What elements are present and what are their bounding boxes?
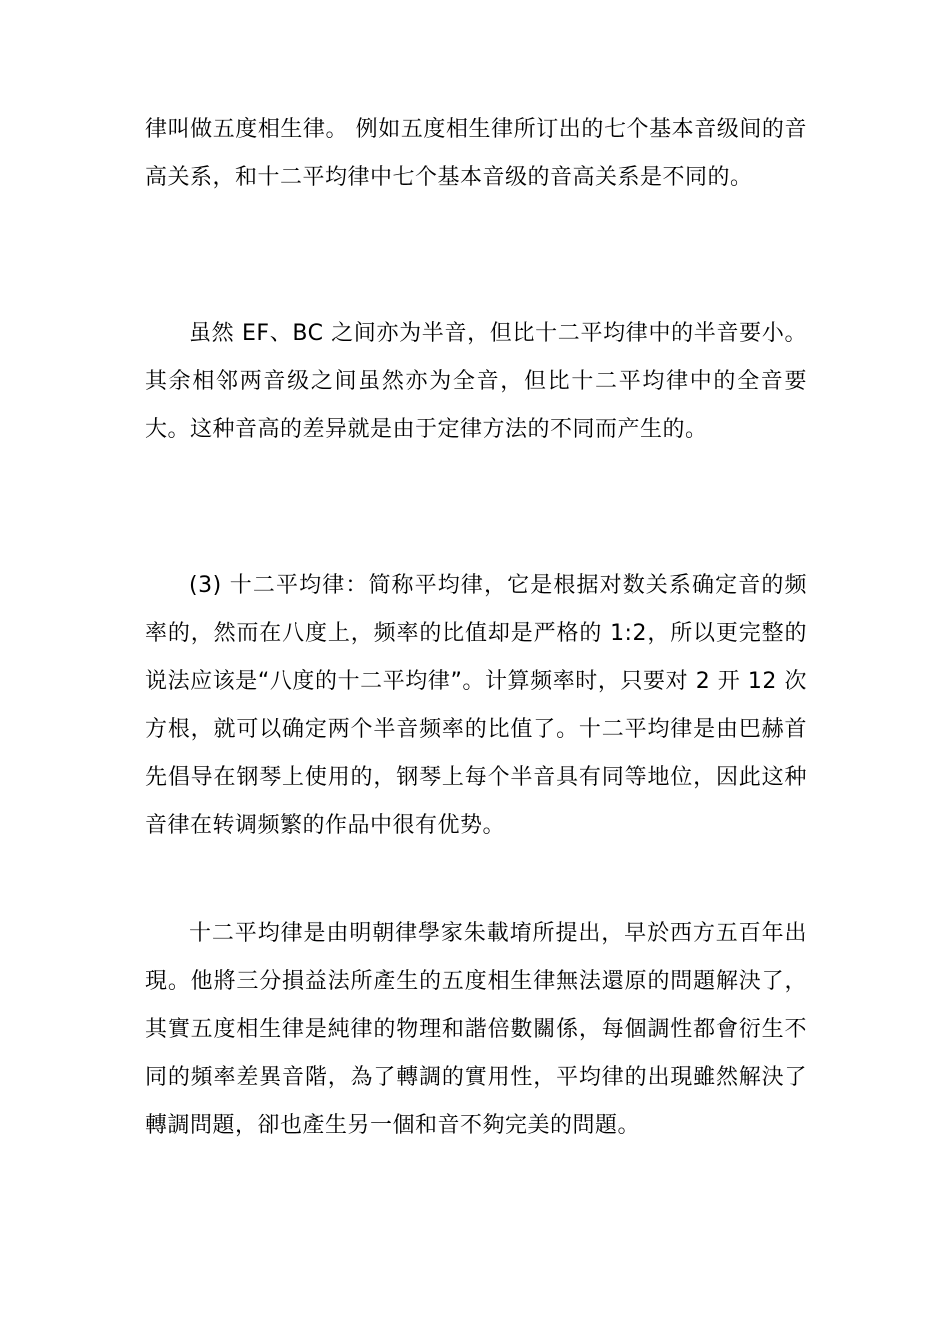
paragraph-zhu-zaiyu: 十二平均律是由明朝律學家朱載堉所提出，早於西方五百年出現。他將三分損益法所產生的五度相生律無法還原的問題解決了，其實五度相生律是純律的物理和諧倍數關係，每個調性都會衍生不同的頻率差異音階，為了轉調的實用性，平均律的出現雖然解決了轉調問題，卻也產生另一個和音不夠完美的問題。 (145, 921, 807, 1138)
paragraph-equal-temperament: (3) 十二平均律：简称平均律，它是根据对数关系确定音的频率的，然而在八度上，频率的比值却是严格的 1:2，所以更完整的说法应该是“八度的十二平均律”。计算频率时，只要对 2 开 12 次方根，就可以确定两个半音频率的比值了。十二平均律是由巴赫首先倡导在钢琴上使用的，钢琴上每个半音具有同等地位，因此这种音律在转调频繁的作品中很有优势。 (145, 573, 807, 838)
paragraph-semitone-difference: 虽然 EF、BC 之间亦为半音，但比十二平均律中的半音要小。其余相邻两音级之间虽然亦为全音，但比十二平均律中的全音要大。这种音高的差异就是由于定律方法的不同而产生的。 (145, 321, 807, 442)
paragraph-pythagorean-tuning: 律叫做五度相生律。 例如五度相生律所订出的七个基本音级间的音高关系，和十二平均律中七个基本音级的音高关系是不同的。 (145, 117, 807, 190)
